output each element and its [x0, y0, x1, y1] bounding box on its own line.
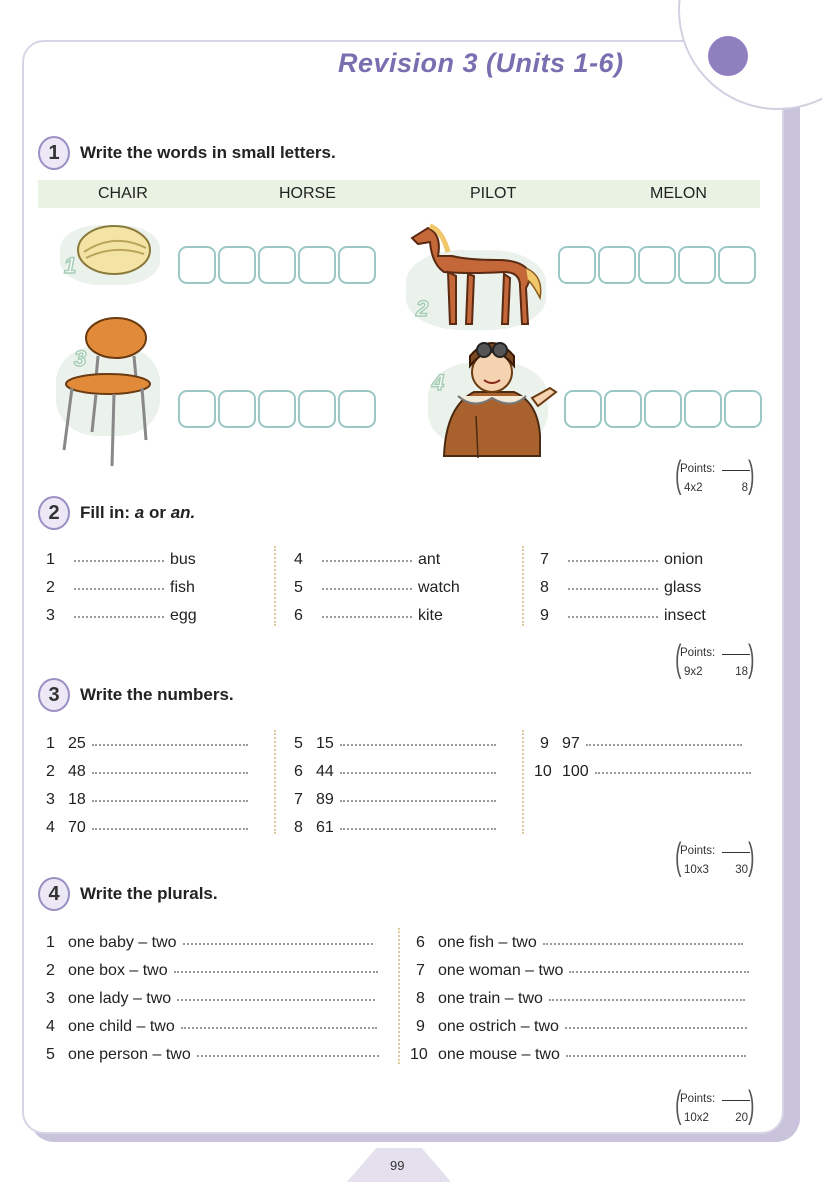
list-item: 2 one box – two	[46, 962, 384, 980]
list-item: 5 watch	[294, 579, 460, 596]
exercise-instruction: Write the numbers.	[80, 685, 234, 704]
answer-blank[interactable]	[549, 999, 745, 1001]
list-item: 10 one mouse – two	[410, 1046, 752, 1064]
letter-box[interactable]	[558, 246, 596, 284]
answer-blank[interactable]	[340, 800, 496, 802]
answer-blank[interactable]	[340, 828, 496, 830]
list-item: 6 kite	[294, 607, 443, 624]
column-divider	[274, 546, 276, 626]
word-chair: CHAIR	[98, 185, 148, 202]
letter-boxes-2[interactable]	[558, 246, 756, 284]
points-box-4: ( Points: 10x2 20 )	[675, 1084, 755, 1126]
letter-box[interactable]	[258, 390, 296, 428]
list-item: 3 18	[46, 791, 254, 809]
letter-box[interactable]	[564, 390, 602, 428]
letter-box[interactable]	[298, 246, 336, 284]
points-box-3: ( Points: 10x3 30 )	[675, 836, 755, 878]
letter-boxes-4[interactable]	[564, 390, 762, 428]
answer-blank[interactable]	[74, 616, 164, 618]
column-divider	[522, 546, 524, 626]
exercise-4-heading	[38, 877, 218, 911]
list-item: 1 bus	[46, 551, 196, 568]
answer-blank[interactable]	[586, 744, 742, 746]
column-divider	[522, 730, 524, 834]
letter-boxes-3[interactable]	[178, 390, 376, 428]
points-box-2: ( Points: 9x2 18 )	[675, 638, 755, 680]
answer-blank[interactable]	[183, 943, 373, 945]
list-item: 5 15	[294, 735, 502, 753]
letter-box[interactable]	[338, 390, 376, 428]
answer-blank[interactable]	[92, 800, 248, 802]
letter-box[interactable]	[178, 246, 216, 284]
answer-blank[interactable]	[322, 616, 412, 618]
answer-blank[interactable]	[322, 560, 412, 562]
letter-box[interactable]	[218, 246, 256, 284]
answer-blank[interactable]	[340, 744, 496, 746]
exercise-number: 3	[38, 678, 70, 712]
letter-box[interactable]	[724, 390, 762, 428]
letter-box[interactable]	[258, 246, 296, 284]
list-item: 4 70	[46, 819, 254, 837]
answer-blank[interactable]	[92, 828, 248, 830]
letter-box[interactable]	[684, 390, 722, 428]
answer-blank[interactable]	[92, 744, 248, 746]
answer-blank[interactable]	[74, 560, 164, 562]
horse-icon	[408, 216, 548, 336]
letter-box[interactable]	[178, 390, 216, 428]
list-item: 8 61	[294, 819, 502, 837]
exercise-1-heading	[38, 136, 336, 170]
answer-blank[interactable]	[566, 1055, 746, 1057]
picture-number: 1	[64, 253, 77, 278]
letter-box[interactable]	[678, 246, 716, 284]
list-item: 1 one baby – two	[46, 934, 379, 952]
list-item: 1 25	[46, 735, 254, 753]
chair-icon	[62, 312, 152, 468]
exercise-number: 4	[38, 877, 70, 911]
word-melon: MELON	[650, 185, 707, 202]
exercise-number: 1	[38, 136, 70, 170]
points-box-1: ( Points: 4x2 8 )	[675, 454, 755, 496]
melon-icon	[74, 222, 154, 278]
list-item: 3 one lady – two	[46, 990, 381, 1008]
answer-blank[interactable]	[177, 999, 375, 1001]
letter-box[interactable]	[298, 390, 336, 428]
exercise-2-heading	[38, 496, 195, 530]
answer-blank[interactable]	[568, 588, 658, 590]
letter-box[interactable]	[604, 390, 642, 428]
answer-blank[interactable]	[174, 971, 378, 973]
corner-dot-icon	[708, 36, 748, 76]
list-item: 7 89	[294, 791, 502, 809]
letter-box[interactable]	[718, 246, 756, 284]
points-label: Points:	[680, 1093, 716, 1105]
page-number: 99	[390, 1158, 405, 1173]
letter-box[interactable]	[638, 246, 676, 284]
answer-blank[interactable]	[569, 971, 749, 973]
list-item: 5 one person – two	[46, 1046, 385, 1064]
word-horse: HORSE	[279, 185, 336, 202]
answer-blank[interactable]	[568, 616, 658, 618]
points-label: Points:	[680, 463, 716, 475]
points-max: 20	[735, 1112, 748, 1124]
answer-blank[interactable]	[181, 1027, 377, 1029]
letter-box[interactable]	[338, 246, 376, 284]
list-item: 7 onion	[540, 551, 704, 568]
picture-number: 4	[432, 370, 445, 395]
points-label: Points:	[680, 845, 716, 857]
letter-boxes-1[interactable]	[178, 246, 376, 284]
points-max: 18	[735, 666, 748, 678]
exercise-instruction: Write the plurals.	[80, 884, 218, 903]
pilot-icon	[434, 336, 560, 460]
answer-blank[interactable]	[322, 588, 412, 590]
letter-box[interactable]	[218, 390, 256, 428]
picture-number: 3	[74, 346, 87, 371]
list-item: 8 glass	[540, 579, 702, 596]
answer-blank[interactable]	[565, 1027, 747, 1029]
exercise-instruction: Write the words in small letters.	[80, 143, 336, 162]
list-item: 9 insect	[540, 607, 706, 624]
list-item: 2 48	[46, 763, 254, 781]
page-title: Revision 3 (Units 1-6)	[338, 48, 624, 78]
list-item: 2 fish	[46, 579, 195, 596]
column-divider	[398, 928, 400, 1064]
column-divider	[274, 730, 276, 834]
list-item: 9 one ostrich – two	[416, 1018, 753, 1036]
list-item: 10 100	[534, 763, 757, 781]
list-item: 8 one train – two	[416, 990, 751, 1008]
points-multiplier: 10x2	[684, 1112, 709, 1124]
list-item: 6 one fish – two	[416, 934, 749, 952]
exercise-instruction: Fill in: a or an.	[80, 503, 196, 522]
picture-number: 2	[416, 296, 429, 321]
word-pilot: PILOT	[470, 185, 517, 202]
letter-box[interactable]	[644, 390, 682, 428]
points-label: Points:	[680, 647, 716, 659]
answer-blank[interactable]	[74, 588, 164, 590]
answer-blank[interactable]	[197, 1055, 379, 1057]
points-multiplier: 4x2	[684, 482, 703, 494]
exercise-number: 2	[38, 496, 70, 530]
points-multiplier: 10x3	[684, 864, 709, 876]
list-item: 6 44	[294, 763, 502, 781]
points-max: 30	[735, 864, 748, 876]
answer-blank[interactable]	[543, 943, 743, 945]
list-item: 4 one child – two	[46, 1018, 383, 1036]
list-item: 9 97	[540, 735, 748, 753]
points-max: 8	[741, 482, 748, 494]
list-item: 4 ant	[294, 551, 441, 568]
exercise-3-heading	[38, 678, 234, 712]
list-item: 7 one woman – two	[416, 962, 755, 980]
answer-blank[interactable]	[568, 560, 658, 562]
answer-blank[interactable]	[595, 772, 751, 774]
points-multiplier: 9x2	[684, 666, 703, 678]
answer-blank[interactable]	[92, 772, 248, 774]
answer-blank[interactable]	[340, 772, 496, 774]
list-item: 3 egg	[46, 607, 197, 624]
letter-box[interactable]	[598, 246, 636, 284]
